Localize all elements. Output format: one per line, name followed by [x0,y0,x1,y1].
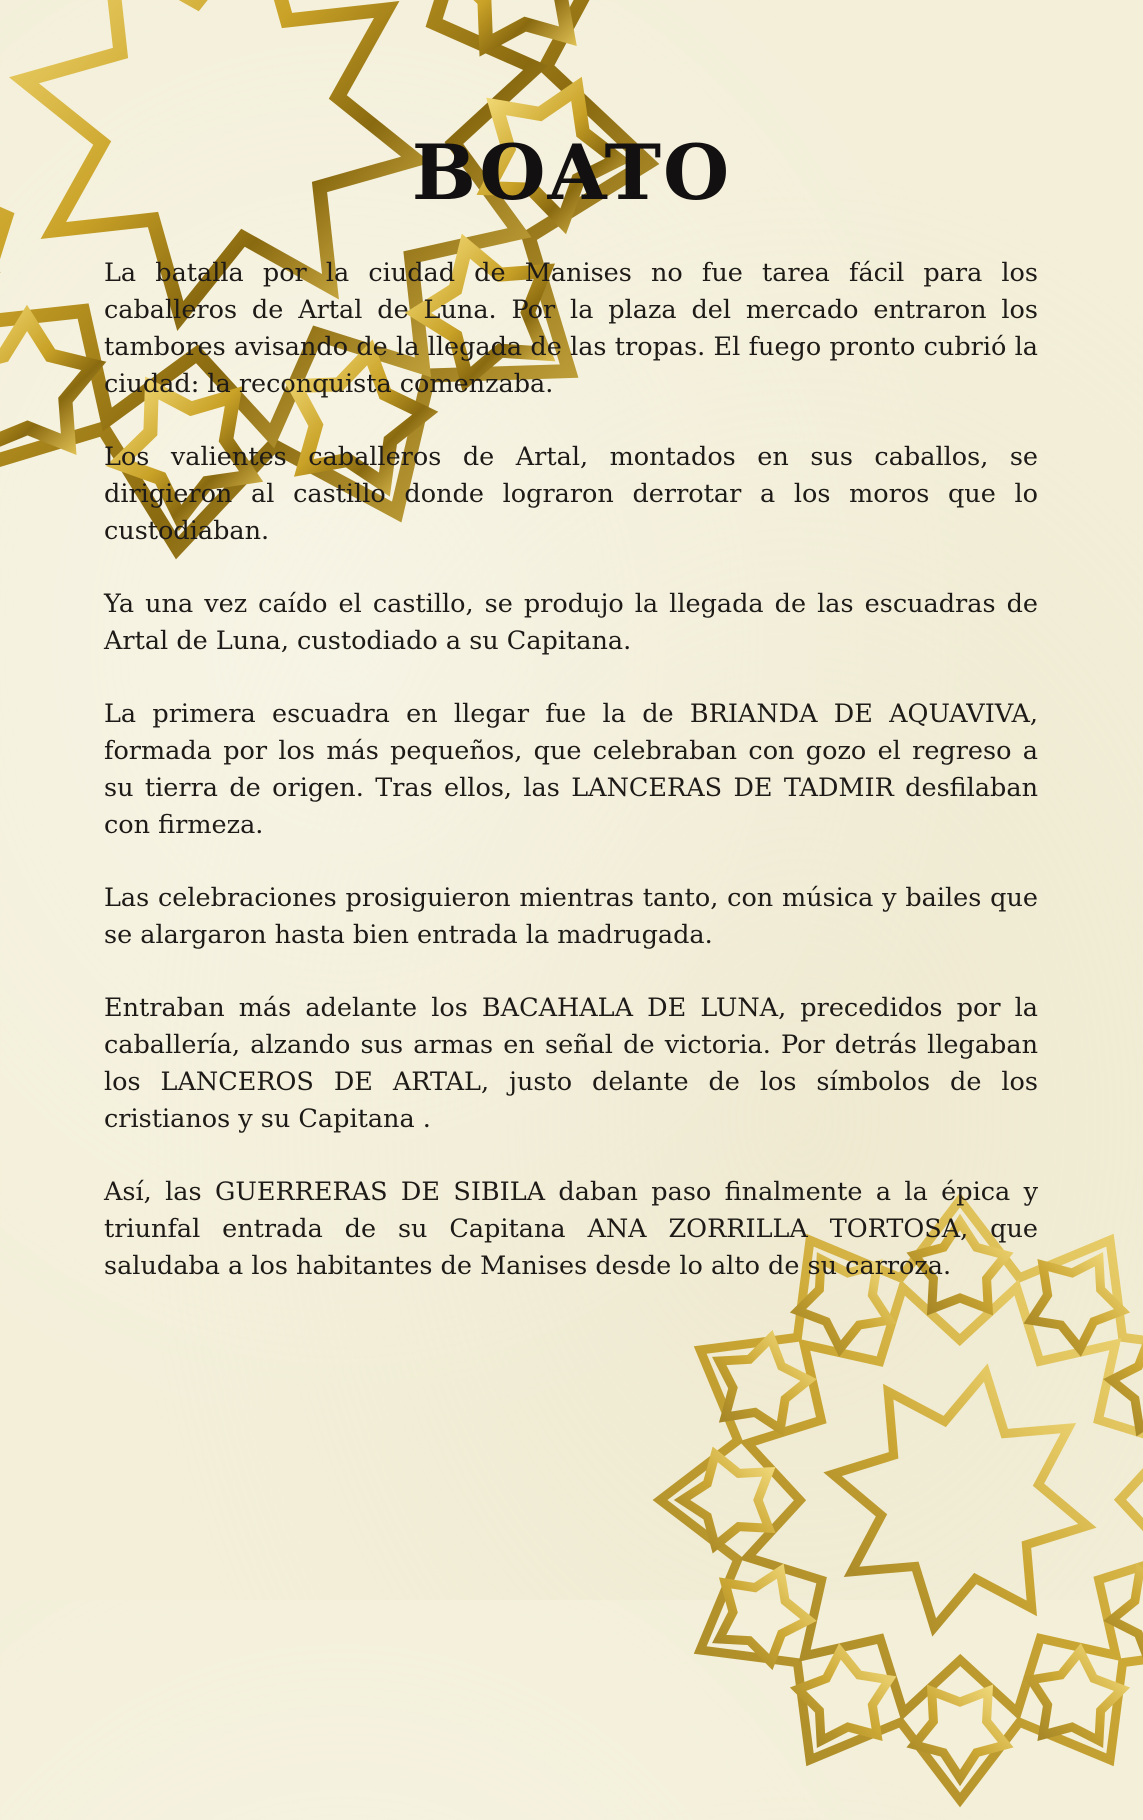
ornament-star-small [0,318,94,445]
ornament-star-small [798,1651,889,1740]
ornament-star-small [719,1338,808,1429]
paragraph-7: Así, las GUERRERAS DE SIBILA daban paso finalmente a la épica y triunfal entrada de su Capitana ANA ZORRILLA TORTOSA, que saludaba a los habitantes de Manises desde lo alto de su carroza. [104,1177,1038,1281]
ornament-star-small [452,0,584,45]
ornament-star-small [1111,1338,1143,1429]
body-text [104,255,1038,1321]
paragraph-2: Los valientes caballeros de Artal, montados en sus caballos, se dirigieron al castillo donde lograron derrotar a los moros que lo custodiaban. [104,442,1038,546]
ornament-star-small [719,1571,808,1662]
ornament-star-small [914,1691,1005,1778]
ornament-star-small [1031,1259,1122,1348]
ornament-star-middle [747,1287,1143,1712]
ornament-star-small [1111,1571,1143,1662]
paragraph-3: Ya una vez caído el castillo, se produjo la llegada de las escuadras de Artal de Luna, custodiado a su Capitana. [104,589,1038,656]
ornament-star-small [1031,1651,1122,1740]
paragraph-4: La primera escuadra en llegar fue la de BRIANDA DE AQUAVIVA, formada por los más pequeños, que celebraban con gozo el regreso a su tierra de origen. Tras ellos, las LANCERAS DE TADMIR desfilaban con firmeza. [104,699,1038,840]
ornament-star-inner [833,1373,1088,1628]
paragraph-6: Entraban más adelante los BACAHALA DE LUNA, precedidos por la caballería, alzando sus armas en señal de victoria. Por detrás llegaban los LANCEROS DE ARTAL, justo delante de los símbolos de los cristianos y su Capitana . [104,993,1038,1134]
paragraph-5: Las celebraciones prosiguieron mientras tanto, con música y bailes que se alargaron hasta bien entrada la madrugada. [104,883,1038,950]
page-title: BOATO [411,128,732,217]
paragraph-1: La batalla por la ciudad de Manises no fue tarea fácil para los caballeros de Artal de Luna. Por la plaza del mercado entraron los tambores avisando de la llegada de las tropas. El fuego pronto cubrió la ciudad: la reconquista comenzaba. [104,258,1038,399]
ornament-star-small [682,1454,769,1545]
